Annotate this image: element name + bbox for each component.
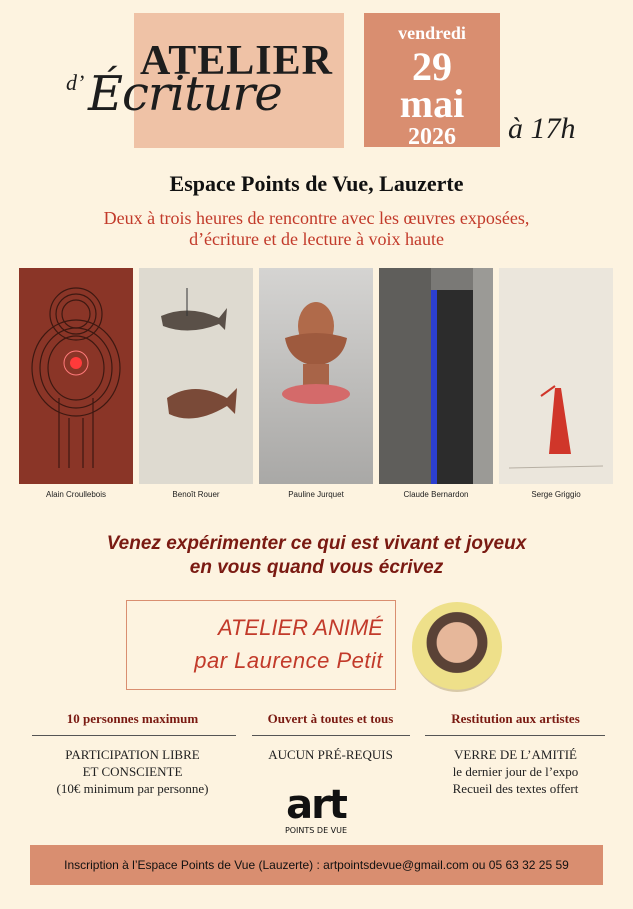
- artwork-jurquet: [259, 268, 373, 484]
- fish-relief-sculpture-icon: [139, 268, 253, 484]
- date-block: [364, 13, 500, 150]
- date-year: 2026: [408, 124, 456, 150]
- title-prefix: d’: [66, 70, 85, 95]
- col3-divider: [425, 735, 605, 736]
- logo-word: art: [286, 782, 346, 828]
- caption-croullebois: Alain Croullebois: [45, 490, 107, 499]
- animator-portrait-avatar: [412, 602, 502, 692]
- doorway-installation-icon: [379, 268, 493, 484]
- col1-line-1: PARTICIPATION LIBRE: [65, 747, 200, 762]
- col3-body: [413, 746, 618, 797]
- date-number: 29: [412, 44, 452, 89]
- venue-title: Espace Points de Vue, Lauzerte: [169, 171, 464, 196]
- col1-line-2: ET CONSCIENTE: [82, 764, 183, 779]
- col2-body: [228, 746, 433, 763]
- artwork-croullebois: [19, 268, 133, 484]
- caption-bernardon: Claude Bernardon: [403, 490, 469, 499]
- caption-griggio: Serge Griggio: [531, 490, 581, 499]
- col1-line-3: (10€ minimum par personne): [56, 781, 209, 796]
- col2-heading: Ouvert à toutes et tous: [267, 711, 394, 726]
- time-label: à 17h: [508, 112, 576, 145]
- col3-line-1: VERRE DE L’AMITIÉ: [453, 747, 577, 762]
- spiral-figure-painting-icon: [19, 268, 133, 484]
- ceramic-sculpture-icon: [259, 268, 373, 484]
- title-ecriture: Écriture: [88, 66, 282, 122]
- title-atelier: ATELIER: [140, 38, 333, 84]
- col1-divider: [32, 735, 236, 736]
- registration-footer: Inscription à l’Espace Points de Vue (Lauzerte) : artpointsdevue@gmail.com ou 05 63 32 25 59: [30, 845, 603, 885]
- intro-line-1: Deux à trois heures de rencontre avec les œuvres exposées,: [103, 208, 530, 228]
- artwork-bernardon: [379, 268, 493, 484]
- date-day: vendredi: [398, 23, 466, 43]
- animator-name: par Laurence Petit: [194, 648, 383, 673]
- intro-line-2: d’écriture et de lecture à voix haute: [189, 229, 444, 249]
- caption-jurquet: Pauline Jurquet: [288, 490, 344, 499]
- tagline-line-1: Venez expérimenter ce qui est vivant et joyeux: [106, 533, 527, 554]
- artwork-griggio: [499, 268, 613, 484]
- art-points-de-vue-logo: [276, 780, 356, 838]
- animator-box: [126, 600, 396, 690]
- col1-body: [30, 746, 235, 797]
- red-figure-drawing-icon: [499, 268, 613, 484]
- logo-subtitle: POINTS DE VUE: [284, 826, 348, 835]
- col3-heading: Restitution aux artistes: [451, 711, 580, 726]
- col3-line-2: le dernier jour de l’expo: [452, 764, 579, 779]
- artwork-rouer: [139, 268, 253, 484]
- intro-text: [40, 208, 593, 250]
- col1-heading: 10 personnes maximum: [66, 711, 199, 726]
- col2-divider: [252, 735, 410, 736]
- tagline: [20, 532, 613, 580]
- date-month: mai: [399, 81, 465, 126]
- logo-icon: [276, 780, 356, 838]
- col2-line-1: AUCUN PRÉ-REQUIS: [268, 747, 393, 762]
- col3-line-3: Recueil des textes offert: [452, 781, 579, 796]
- caption-rouer: Benoît Rouer: [172, 490, 220, 499]
- animator-title: ATELIER ANIMÉ: [217, 615, 383, 640]
- tagline-line-2: en vous quand vous écrivez: [189, 557, 444, 578]
